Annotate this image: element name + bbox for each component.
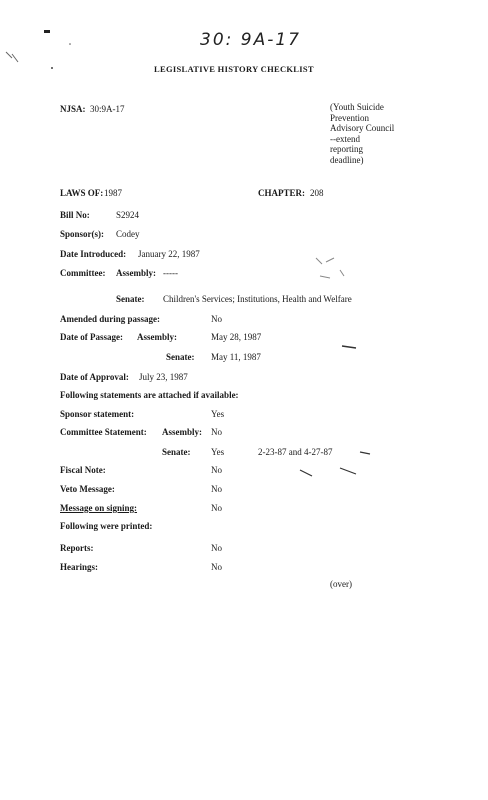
laws-of-label: LAWS OF:	[60, 188, 104, 198]
scan-mark	[6, 52, 18, 62]
chapter-label: CHAPTER:	[258, 188, 305, 198]
handwritten-reference: 30: 9A-17	[200, 30, 301, 50]
cs-senate-label: Senate:	[162, 447, 191, 457]
committee-assembly-value: -----	[163, 268, 178, 278]
hearings-label: Hearings:	[60, 562, 98, 572]
subject-note-line: Prevention	[330, 112, 369, 123]
njsa-label: NJSA:	[60, 104, 86, 114]
bill-no-label: Bill No:	[60, 210, 90, 220]
message-on-signing-label: Message on signing:	[60, 503, 138, 513]
laws-of-value: 1987	[104, 188, 122, 198]
scan-mark	[51, 67, 53, 69]
subject-note-line: (Youth Suicide	[330, 102, 384, 112]
committee-senate-label: Senate:	[116, 294, 145, 304]
scan-mark	[342, 346, 356, 348]
following-printed-heading: Following were printed:	[60, 521, 153, 531]
reports-label: Reports:	[60, 543, 94, 553]
fiscal-note-value: No	[211, 465, 222, 475]
cs-senate-value: Yes	[211, 447, 225, 457]
date-of-approval-label: Date of Approval:	[60, 372, 129, 382]
hearings-value: No	[211, 562, 222, 572]
passage-senate-label: Senate:	[166, 352, 195, 362]
cs-senate-dates: 2-23-87 and 4-27-87	[258, 447, 333, 457]
sponsor-statement-label: Sponsor statement:	[60, 409, 135, 419]
date-of-approval-value: July 23, 1987	[139, 372, 188, 382]
message-on-signing-value: No	[211, 503, 222, 513]
page-title: LEGISLATIVE HISTORY CHECKLIST	[154, 64, 314, 74]
passage-assembly-label: Assembly:	[137, 332, 177, 342]
subject-note-line: Advisory Council	[330, 123, 395, 133]
subject-note-line: reporting	[330, 144, 363, 154]
committee-senate-value: Children's Services; Institutions, Health and Welfare	[163, 294, 352, 304]
scan-mark	[360, 452, 370, 454]
veto-message-label: Veto Message:	[60, 484, 115, 494]
over-note: (over)	[330, 579, 352, 589]
passage-senate-value: May 11, 1987	[211, 352, 261, 362]
passage-assembly-value: May 28, 1987	[211, 332, 262, 342]
sponsors-value: Codey	[116, 229, 140, 239]
date-introduced-value: January 22, 1987	[138, 249, 200, 259]
scan-mark	[316, 258, 344, 278]
subject-note-line: --extend	[330, 133, 360, 144]
reports-value: No	[211, 543, 222, 553]
date-of-passage-label: Date of Passage:	[60, 332, 123, 342]
date-introduced-label: Date Introduced:	[60, 249, 127, 259]
committee-statement-label: Committee Statement:	[60, 427, 147, 437]
following-attached-heading: Following statements are attached if available:	[60, 390, 239, 400]
amended-value: No	[211, 314, 222, 324]
subject-note-line: deadline)	[330, 154, 364, 165]
veto-message-value: No	[211, 484, 222, 494]
cs-assembly-value: No	[211, 427, 222, 437]
scan-mark	[44, 30, 50, 33]
chapter-value: 208	[310, 188, 324, 198]
fiscal-note-label: Fiscal Note:	[60, 465, 106, 475]
scan-mark	[69, 43, 71, 45]
committee-label: Committee:	[60, 268, 106, 278]
bill-no-value: S2924	[116, 210, 140, 220]
sponsor-statement-value: Yes	[211, 409, 225, 419]
njsa-value: 30:9A-17	[90, 104, 125, 114]
scan-mark	[300, 468, 356, 476]
sponsors-label: Sponsor(s):	[60, 229, 105, 239]
amended-label: Amended during passage:	[60, 314, 161, 324]
committee-assembly-label: Assembly:	[116, 268, 156, 278]
cs-assembly-label: Assembly:	[162, 427, 202, 437]
